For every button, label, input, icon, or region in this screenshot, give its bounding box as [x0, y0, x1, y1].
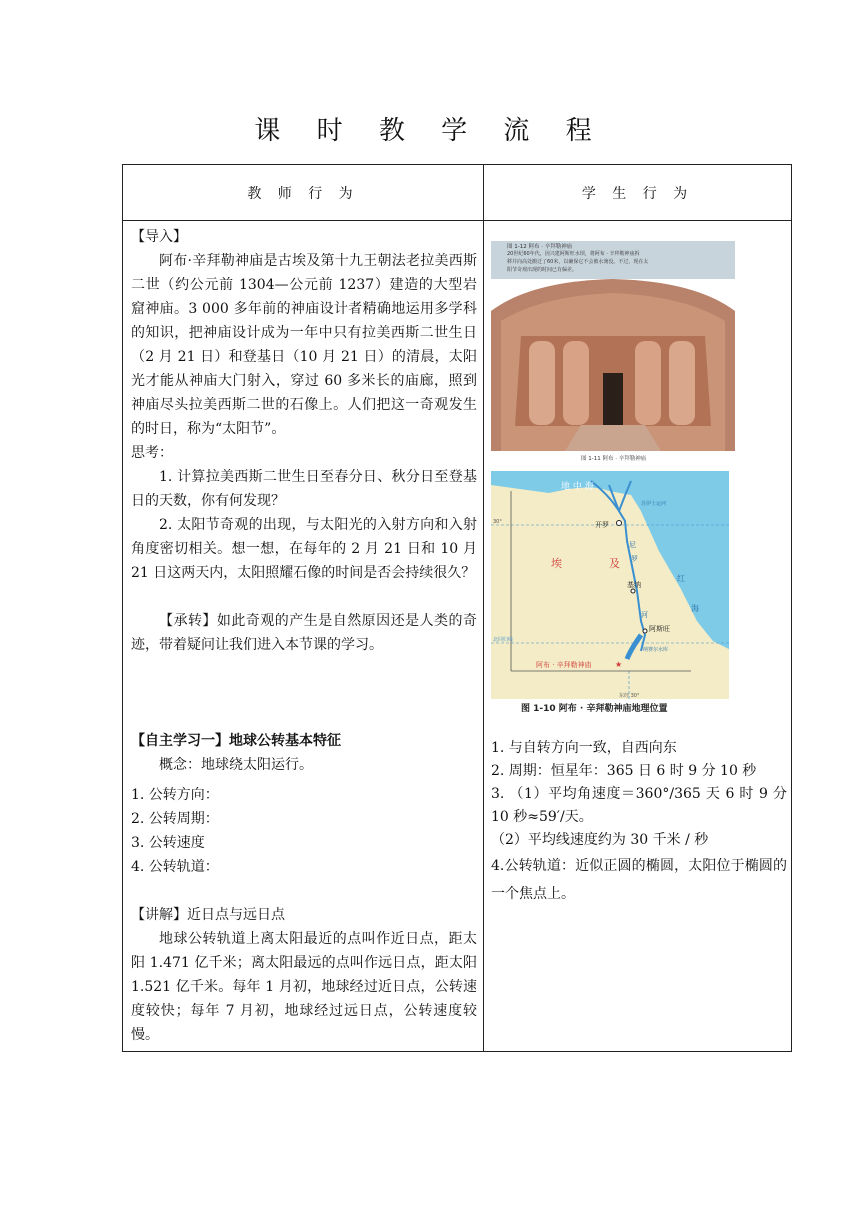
map-caption: 图 1-10 阿布 · 辛拜勒神庙地理位置	[521, 704, 668, 714]
answer-3: 3. （1）平均角速度＝360°/365 天 6 时 9 分 10 秒≈59′/天。	[491, 786, 787, 825]
study-item-2: 2. 公转周期：	[131, 811, 219, 827]
map-giza: 基纳	[627, 581, 641, 589]
photo-header-label: 图 1-12 阿布 · 辛拜勒神庙	[507, 244, 573, 250]
think-label: 思考：	[131, 445, 173, 461]
lecture-paragraph: 地球公转轨道上离太阳最近的点叫作近日点，距太阳 1.471 亿千米；离太阳最远的点叫作远日点，距太阳 1.521 亿千米。每年 1 月初，地球经过近日点，公转速度较快；每年 7 月初，地球经过远日点，公转速度较慢。	[131, 931, 477, 1043]
page-title: 课 时 教 学 流 程	[254, 116, 606, 146]
question-1: 1. 计算拉美西斯二世生日至春分日、秋分日至登基日的天数，你有何发现？	[131, 469, 477, 509]
map-suez: 苏伊士运河	[641, 501, 667, 507]
map-temple-label: 阿布 · 辛拜勒神庙	[536, 661, 592, 669]
temple-photo-figure	[491, 241, 735, 463]
answer-4: 4.公转轨道：近似正圆的椭圆，太阳位于椭圆的一个焦点上。	[491, 858, 787, 902]
answer-2: 2. 周期：恒星年：365 日 6 时 9 分 10 秒	[491, 763, 757, 779]
lecture-heading: 【讲解】近日点与远日点	[131, 907, 285, 923]
temple-star-icon: ★	[615, 660, 623, 669]
header-teacher: 教 师 行 为	[247, 186, 359, 202]
study-item-4: 4. 公转轨道：	[131, 859, 219, 875]
map-lat-30: 30°	[493, 519, 502, 525]
map-country-2: 及	[609, 557, 620, 570]
map-red-sea-1: 红	[677, 574, 685, 583]
photo-note-2: 移并向高处搬迁了60米，以确保它不会被水淹没。不过，现在太	[507, 259, 649, 265]
study-item-1: 1. 公转方向：	[131, 787, 219, 803]
header-student: 学 生 行 为	[581, 186, 694, 202]
intro-paragraph: 阿布·辛拜勒神庙是古埃及第十九王朝法老拉美西斯二世（约公元前 1304—公元前 1237）建造的大型岩窟神庙。3 000 多年前的神庙设计者精确地运用多学科的知识，把神庙设计成为一年中只有拉美西斯二世生日（2 月 21 日）和登基日（10 月 21 日）的清晨，太阳光才能从神庙大门射入，穿过 60 多米长的庙廊，照到神庙尽头拉美西斯二世的石像上。人们把这一奇观发生的时日，称为“太阳节”。	[131, 253, 477, 437]
header-divider	[123, 220, 791, 221]
map-nile-2: 罗	[631, 555, 638, 563]
map-cairo: 开罗	[595, 521, 609, 529]
egypt-map	[491, 471, 729, 715]
lesson-flow-table	[122, 164, 792, 1052]
transition-paragraph: 【承转】如此奇观的产生是自然原因还是人类的奇迹，带着疑问让我们进入本节课的学习。	[131, 613, 477, 653]
column-divider	[483, 165, 484, 1051]
map-nile-3: 河	[641, 611, 648, 619]
map-nile-1: 尼	[629, 541, 636, 549]
intro-tag: 【导入】	[131, 229, 187, 245]
study-item-3: 3. 公转速度	[131, 835, 205, 851]
photo-caption: 图 1-11 阿布 · 辛拜勒神庙	[581, 456, 647, 462]
egypt-map-figure	[491, 471, 729, 715]
photo-note-1: 20世纪60年代，因兴建阿斯旺水坝，将阿布 · 辛拜勒神庙拆	[507, 251, 640, 257]
map-longitude: 东经 30°	[619, 693, 640, 699]
photo-note-3: 阳节奇观出现的时间已有偏差。	[507, 267, 578, 273]
map-lake: 纳赛尔水库	[643, 647, 669, 653]
answer-1: 1. 与自转方向一致，自西向东	[491, 740, 677, 756]
answer-3b: （2）平均线速度约为 30 千米 / 秒	[491, 832, 709, 848]
map-aswan: 阿斯旺	[649, 625, 670, 633]
map-country-1: 埃	[551, 557, 562, 570]
map-sea-label: 地 中 海	[561, 482, 594, 492]
concept-line: 概念：地球绕太阳运行。	[159, 757, 313, 773]
temple-photo	[491, 241, 735, 463]
student-column	[491, 737, 787, 908]
question-2: 2. 太阳节奇观的出现，与太阳光的入射方向和入射角度密切相关。想一想，在每年的 2 月 21 日和 10 月 21 日这两天内，太阳照耀石像的时间是否会持续很久？	[131, 517, 477, 581]
teacher-column	[131, 225, 477, 1047]
map-red-sea-2: 海	[691, 604, 699, 613]
map-tropic: 北回归线	[493, 637, 514, 643]
self-study-heading: 【自主学习一】地球公转基本特征	[131, 733, 341, 749]
